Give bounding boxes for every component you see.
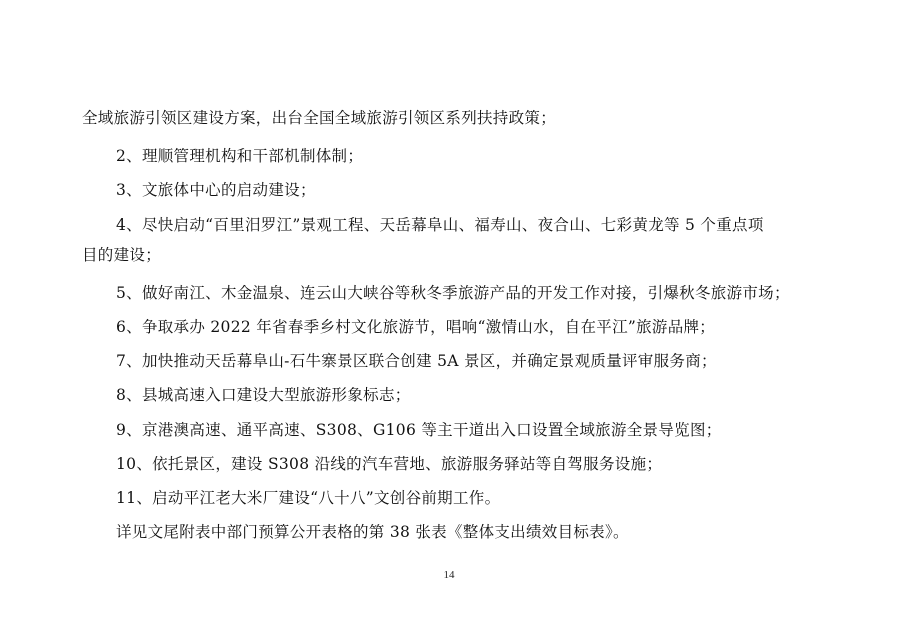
text-line-item-3: 3、文旅体中心的启动建设； (116, 181, 316, 199)
text-line-item-4: 4、尽快启动“百里汨罗江”景观工程、天岳幕阜山、福寿山、夜合山、七彩黄龙等 5 个重点项 (116, 216, 764, 234)
text-line-item-2: 2、理顺管理机构和干部机制体制； (116, 147, 364, 165)
page-number: 14 (443, 569, 455, 581)
text-line-item-6: 6、争取承办 2022 年省春季乡村文化旅游节，唱响“激情山水，自在平江”旅游品牌； (116, 318, 716, 336)
text-line-item-5: 5、做好南江、木金温泉、连云山大峡谷等秋冬季旅游产品的开发工作对接，引爆秋冬旅游市场； (116, 284, 790, 302)
text-line-reference: 详见文尾附表中部门预算公开表格的第 38 张表《整体支出绩效目标表》。 (116, 523, 629, 541)
text-line-item-10: 10、依托景区，建设 S308 沿线的汽车营地、旅游服务驿站等自驾服务设施； (116, 455, 663, 473)
text-line-policy: 全域旅游引领区建设方案，出台全国全域旅游引领区系列扶持政策； (82, 109, 557, 127)
text-line-item-7: 7、加快推动天岳幕阜山-石牛寨景区联合创建 5A 景区，并确定景观质量评审服务商； (116, 352, 717, 370)
text-line-item-11: 11、启动平江老大米厂建设“八十八”文创谷前期工作。 (116, 489, 501, 507)
text-line-item-8: 8、县城高速入口建设大型旅游形象标志； (116, 386, 411, 404)
text-line-item-4-cont: 目的建设； (82, 246, 162, 264)
text-line-item-9: 9、京港澳高速、通平高速、S308、G106 等主干道出入口设置全域旅游全景导览图； (116, 421, 722, 439)
